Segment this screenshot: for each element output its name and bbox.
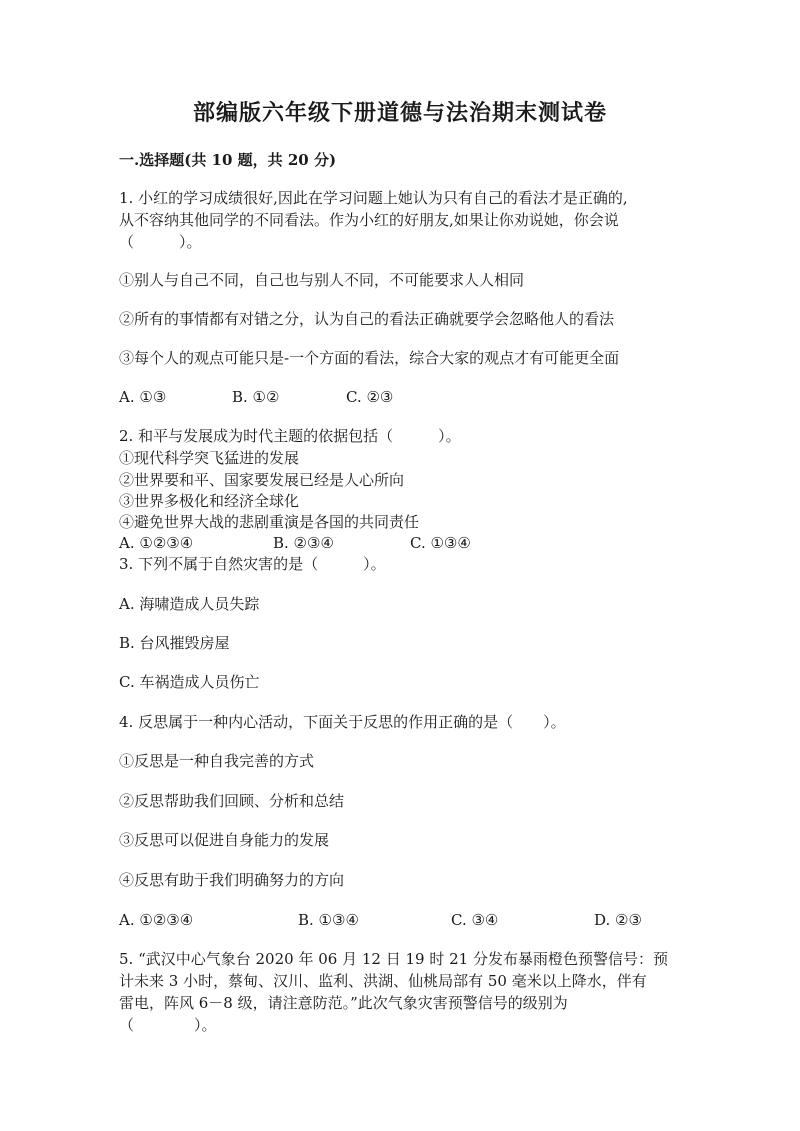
q3-stem: 3. 下列不属于自然灾害的是（ ）。 (119, 555, 386, 573)
q2-option-a: A. ①②③④ (119, 534, 194, 552)
q4-statement-1: ①反思是一种自我完善的方式 (119, 752, 315, 770)
q4-statement-3: ③反思可以促进自身能力的发展 (119, 831, 330, 849)
q5-stem-line1: 5. “武汉中心气象台 2020 年 06 月 12 日 19 时 21 分发布暴雨橙色预警信号：预 (119, 950, 668, 968)
q1-option-b: B. ①② (232, 388, 280, 406)
q3-option-c: C. 车祸造成人员伤亡 (119, 673, 260, 691)
q4-statement-2: ②反思帮助我们回顾、分析和总结 (119, 792, 345, 810)
q2-statement-3: ③世界多极化和经济全球化 (119, 492, 300, 510)
q1-option-a: A. ①③ (119, 388, 167, 406)
q1-stem-line3: （ ）。 (119, 233, 202, 251)
q4-stem: 4. 反思属于一种内心活动，下面关于反思的作用正确的是（ ）。 (119, 713, 566, 731)
q2-option-b: B. ②③④ (273, 534, 334, 552)
q1-stem-line1: 1. 小红的学习成绩很好,因此在学习问题上她认为只有自己的看法才是正确的, (119, 189, 628, 207)
q4-option-a: A. ①②③④ (119, 911, 194, 929)
q2-statement-4: ④避免世界大战的悲剧重演是各国的共同责任 (119, 513, 420, 531)
q2-statement-1: ①现代科学突飞猛进的发展 (119, 449, 300, 467)
q1-stem-line2: 从不容纳其他同学的不同看法。作为小红的好朋友,如果让你劝说她，你会说 (119, 211, 619, 229)
q1-statement-1: ①别人与自己不同，自己也与别人不同，不可能要求人人相同 (119, 271, 525, 289)
q1-statement-2: ②所有的事情都有对错之分，认为自己的看法正确就要学会忽略他人的看法 (119, 310, 615, 328)
q3-option-b: B. 台风摧毁房屋 (119, 634, 230, 652)
q2-statement-2: ②世界要和平、国家要发展已经是人心所向 (119, 471, 405, 489)
q5-stem-line2: 计未来 3 小时，蔡甸、汉川、监利、洪湖、仙桃局部有 50 毫米以上降水，伴有 (119, 972, 647, 990)
q3-option-a: A. 海啸造成人员失踪 (119, 595, 260, 613)
section-heading: 一.选择题(共 10 题，共 20 分) (119, 151, 337, 169)
q2-stem: 2. 和平与发展成为时代主题的依据包括（ ）。 (119, 427, 461, 445)
q5-stem-line4: （ ）。 (119, 1016, 217, 1034)
q5-stem-line3: 雷电，阵风 6－8 级，请注意防范。”此次气象灾害预警信号的级别为 (119, 994, 568, 1012)
q4-option-c: C. ③④ (451, 911, 499, 929)
q4-option-b: B. ①③④ (298, 911, 359, 929)
q1-option-c: C. ②③ (346, 388, 394, 406)
exam-title: 部编版六年级下册道德与法治期末测试卷 (192, 100, 607, 126)
q1-statement-3: ③每个人的观点可能只是-一个方面的看法，综合大家的观点才有可能更全面 (119, 349, 620, 367)
q2-option-c: C. ①③④ (410, 534, 471, 552)
q4-option-d: D. ②③ (594, 911, 642, 929)
q4-statement-4: ④反思有助于我们明确努力的方向 (119, 871, 345, 889)
